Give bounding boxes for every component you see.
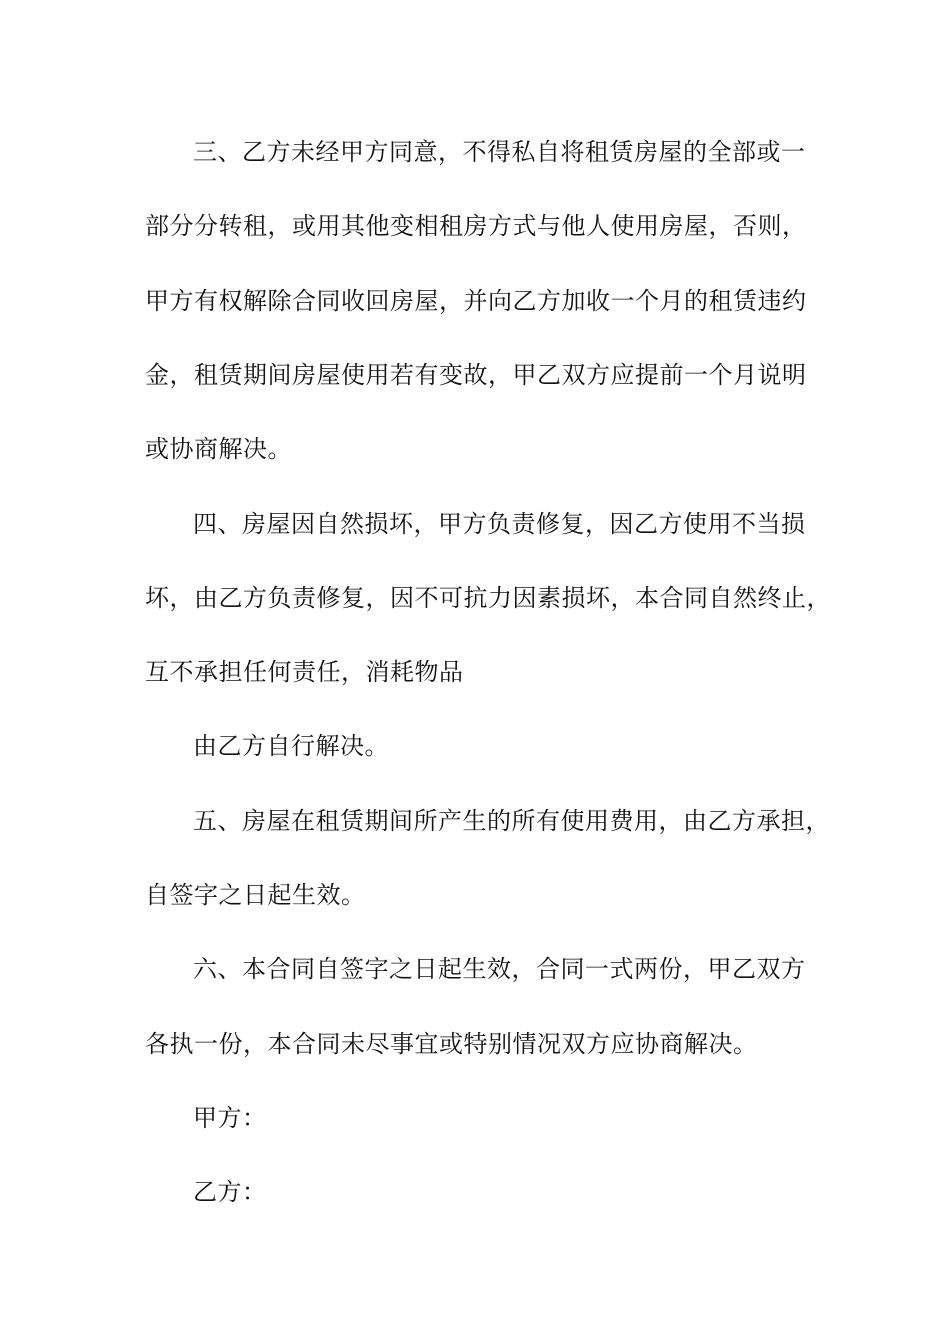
- clause-6-line-1: 六、本合同自签字之日起生效，合同一式两份，甲乙双方: [193, 955, 806, 983]
- party-a-signature-label: 甲方：: [193, 1104, 267, 1132]
- clause-4-line-4: 由乙方自行解决。: [193, 732, 389, 760]
- clause-3-line-2: 部分分转租，或用其他变相租房方式与他人使用房屋，否则，: [145, 212, 807, 240]
- clause-3-line-4: 金，租赁期间房屋使用若有变故，甲乙双方应提前一个月说明: [145, 361, 807, 389]
- clause-5-line-2: 自签字之日起生效。: [145, 881, 366, 909]
- clause-4-line-2: 坏，由乙方负责修复，因不可抗力因素损坏，本合同自然终止，: [145, 584, 831, 612]
- clause-4-line-1: 四、房屋因自然损坏，甲方负责修复，因乙方使用不当损: [193, 510, 806, 538]
- clause-3-line-5: 或协商解决。: [145, 435, 292, 463]
- clause-3-line-1: 三、乙方未经甲方同意，不得私自将租赁房屋的全部或一: [193, 138, 806, 166]
- clause-6-line-2: 各执一份，本合同未尽事宜或特别情况双方应协商解决。: [145, 1030, 758, 1058]
- clause-4-line-3: 互不承担任何责任，消耗物品: [145, 658, 464, 686]
- party-b-signature-label: 乙方：: [193, 1178, 267, 1206]
- clause-3-line-3: 甲方有权解除合同收回房屋，并向乙方加收一个月的租赁违约: [145, 287, 807, 315]
- clause-5-line-1: 五、房屋在租赁期间所产生的所有使用费用，由乙方承担，: [193, 807, 830, 835]
